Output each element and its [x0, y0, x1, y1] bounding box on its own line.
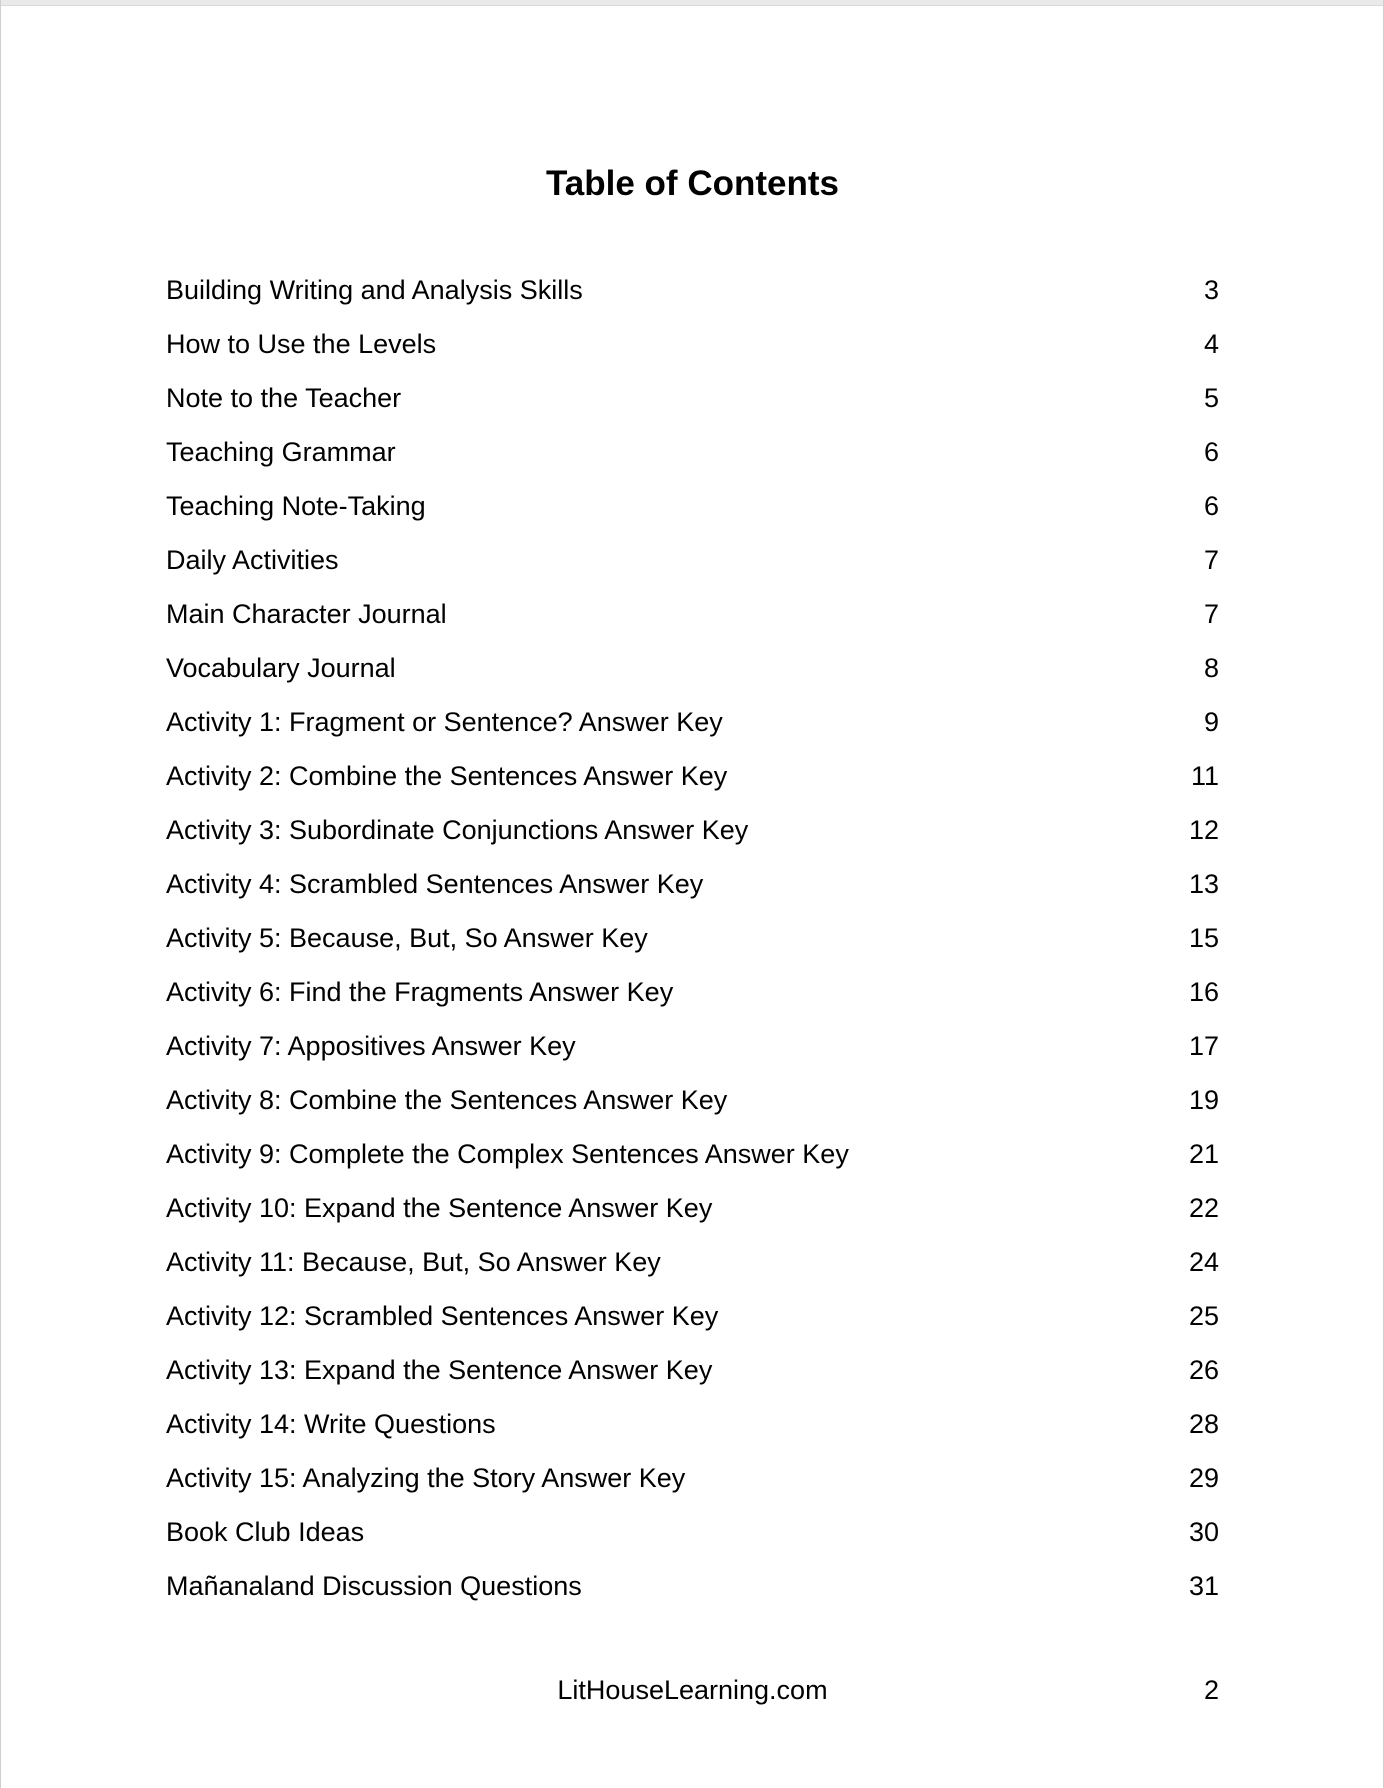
toc-entry-page: 5	[1203, 383, 1219, 413]
toc-entry	[166, 479, 1219, 533]
toc-entry-label: Main Character Journal	[166, 599, 447, 629]
toc-entry	[166, 1559, 1219, 1613]
footer-site-text: LitHouseLearning.com	[557, 1675, 828, 1705]
toc-entry-page: 13	[1188, 869, 1219, 899]
toc-entry-label: Vocabulary Journal	[166, 653, 396, 683]
toc-entry-page: 4	[1203, 329, 1219, 359]
toc-entry-page: 7	[1203, 545, 1219, 575]
page-content	[1, 166, 1383, 1613]
toc-entry-label: Activity 4: Scrambled Sentences Answer Key	[166, 869, 704, 899]
toc-entry-page: 29	[1188, 1463, 1219, 1493]
toc-entry	[166, 371, 1219, 425]
toc-entry	[166, 1289, 1219, 1343]
toc-entry-label: Activity 7: Appositives Answer Key	[166, 1031, 576, 1061]
toc-entry	[166, 1181, 1219, 1235]
toc-entry	[166, 641, 1219, 695]
toc-entry-label: Activity 5: Because, But, So Answer Key	[166, 923, 648, 953]
toc-entry	[166, 1127, 1219, 1181]
toc-entry-label: Activity 15: Analyzing the Story Answer Key	[166, 1463, 686, 1493]
toc-entry-label: Activity 1: Fragment or Sentence? Answer Key	[166, 707, 723, 737]
toc-entry	[166, 911, 1219, 965]
toc-entry-label: Activity 14: Write Questions	[166, 1409, 496, 1439]
toc-entry-label: Activity 11: Because, But, So Answer Key	[166, 1247, 661, 1277]
toc-entry-page: 25	[1188, 1301, 1219, 1331]
toc-entry-page: 9	[1203, 707, 1219, 737]
toc-entry-label: Building Writing and Analysis Skills	[166, 275, 583, 305]
toc-entry-page: 22	[1188, 1193, 1219, 1223]
toc-entry-page: 6	[1203, 437, 1219, 467]
toc-entry	[166, 533, 1219, 587]
footer-page-number: 2	[1203, 1675, 1219, 1705]
toc-entry-label: Activity 12: Scrambled Sentences Answer Key	[166, 1301, 719, 1331]
toc-entry-page: 15	[1188, 923, 1219, 953]
toc-entry	[166, 1451, 1219, 1505]
toc-entry	[166, 695, 1219, 749]
toc-entry	[166, 317, 1219, 371]
toc-entry-page: 30	[1188, 1517, 1219, 1547]
toc-entry-page: 31	[1188, 1571, 1219, 1601]
toc-entry	[166, 587, 1219, 641]
toc-entry-page: 24	[1188, 1247, 1219, 1277]
toc-entry-page: 3	[1203, 275, 1219, 305]
toc-entry-label: How to Use the Levels	[166, 329, 437, 359]
toc-entry-label: Note to the Teacher	[166, 383, 402, 413]
toc-entry-label: Activity 13: Expand the Sentence Answer Key	[166, 1355, 713, 1385]
toc-entry-page: 8	[1203, 653, 1219, 683]
toc-entry	[166, 1019, 1219, 1073]
toc-entry-page: 16	[1188, 977, 1219, 1007]
toc-list	[166, 263, 1219, 1613]
toc-entry-page: 21	[1188, 1139, 1219, 1169]
toc-entry-page: 7	[1203, 599, 1219, 629]
toc-entry	[166, 803, 1219, 857]
toc-entry	[166, 965, 1219, 1019]
page-top-edge	[1, 0, 1383, 6]
toc-entry-label: Activity 2: Combine the Sentences Answer Key	[166, 761, 728, 791]
toc-entry-label: Activity 3: Subordinate Conjunctions Answer Key	[166, 815, 749, 845]
toc-entry-page: 12	[1188, 815, 1219, 845]
toc-entry-label: Teaching Note-Taking	[166, 491, 426, 521]
toc-entry	[166, 857, 1219, 911]
toc-entry	[166, 263, 1219, 317]
toc-entry-label: Mañanaland Discussion Questions	[166, 1571, 582, 1601]
toc-entry	[166, 1235, 1219, 1289]
page-title: Table of Contents	[546, 164, 839, 203]
toc-entry	[166, 1073, 1219, 1127]
toc-entry-label: Teaching Grammar	[166, 437, 396, 467]
toc-entry-label: Activity 6: Find the Fragments Answer Key	[166, 977, 674, 1007]
toc-entry	[166, 425, 1219, 479]
toc-entry	[166, 749, 1219, 803]
toc-entry-label: Book Club Ideas	[166, 1517, 365, 1547]
toc-entry-label: Activity 10: Expand the Sentence Answer Key	[166, 1193, 713, 1223]
toc-entry-page: 17	[1188, 1031, 1219, 1061]
toc-entry-page: 6	[1203, 491, 1219, 521]
toc-entry-label: Activity 8: Combine the Sentences Answer Key	[166, 1085, 728, 1115]
toc-entry-label: Activity 9: Complete the Complex Sentences Answer Key	[166, 1139, 849, 1169]
page-footer	[166, 1663, 1219, 1717]
toc-entry-label: Daily Activities	[166, 545, 339, 575]
toc-entry	[166, 1397, 1219, 1451]
toc-entry	[166, 1505, 1219, 1559]
toc-entry-page: 28	[1188, 1409, 1219, 1439]
toc-entry	[166, 1343, 1219, 1397]
toc-entry-page: 19	[1188, 1085, 1219, 1115]
toc-entry-page: 26	[1188, 1355, 1219, 1385]
toc-entry-page: 11	[1190, 761, 1219, 791]
